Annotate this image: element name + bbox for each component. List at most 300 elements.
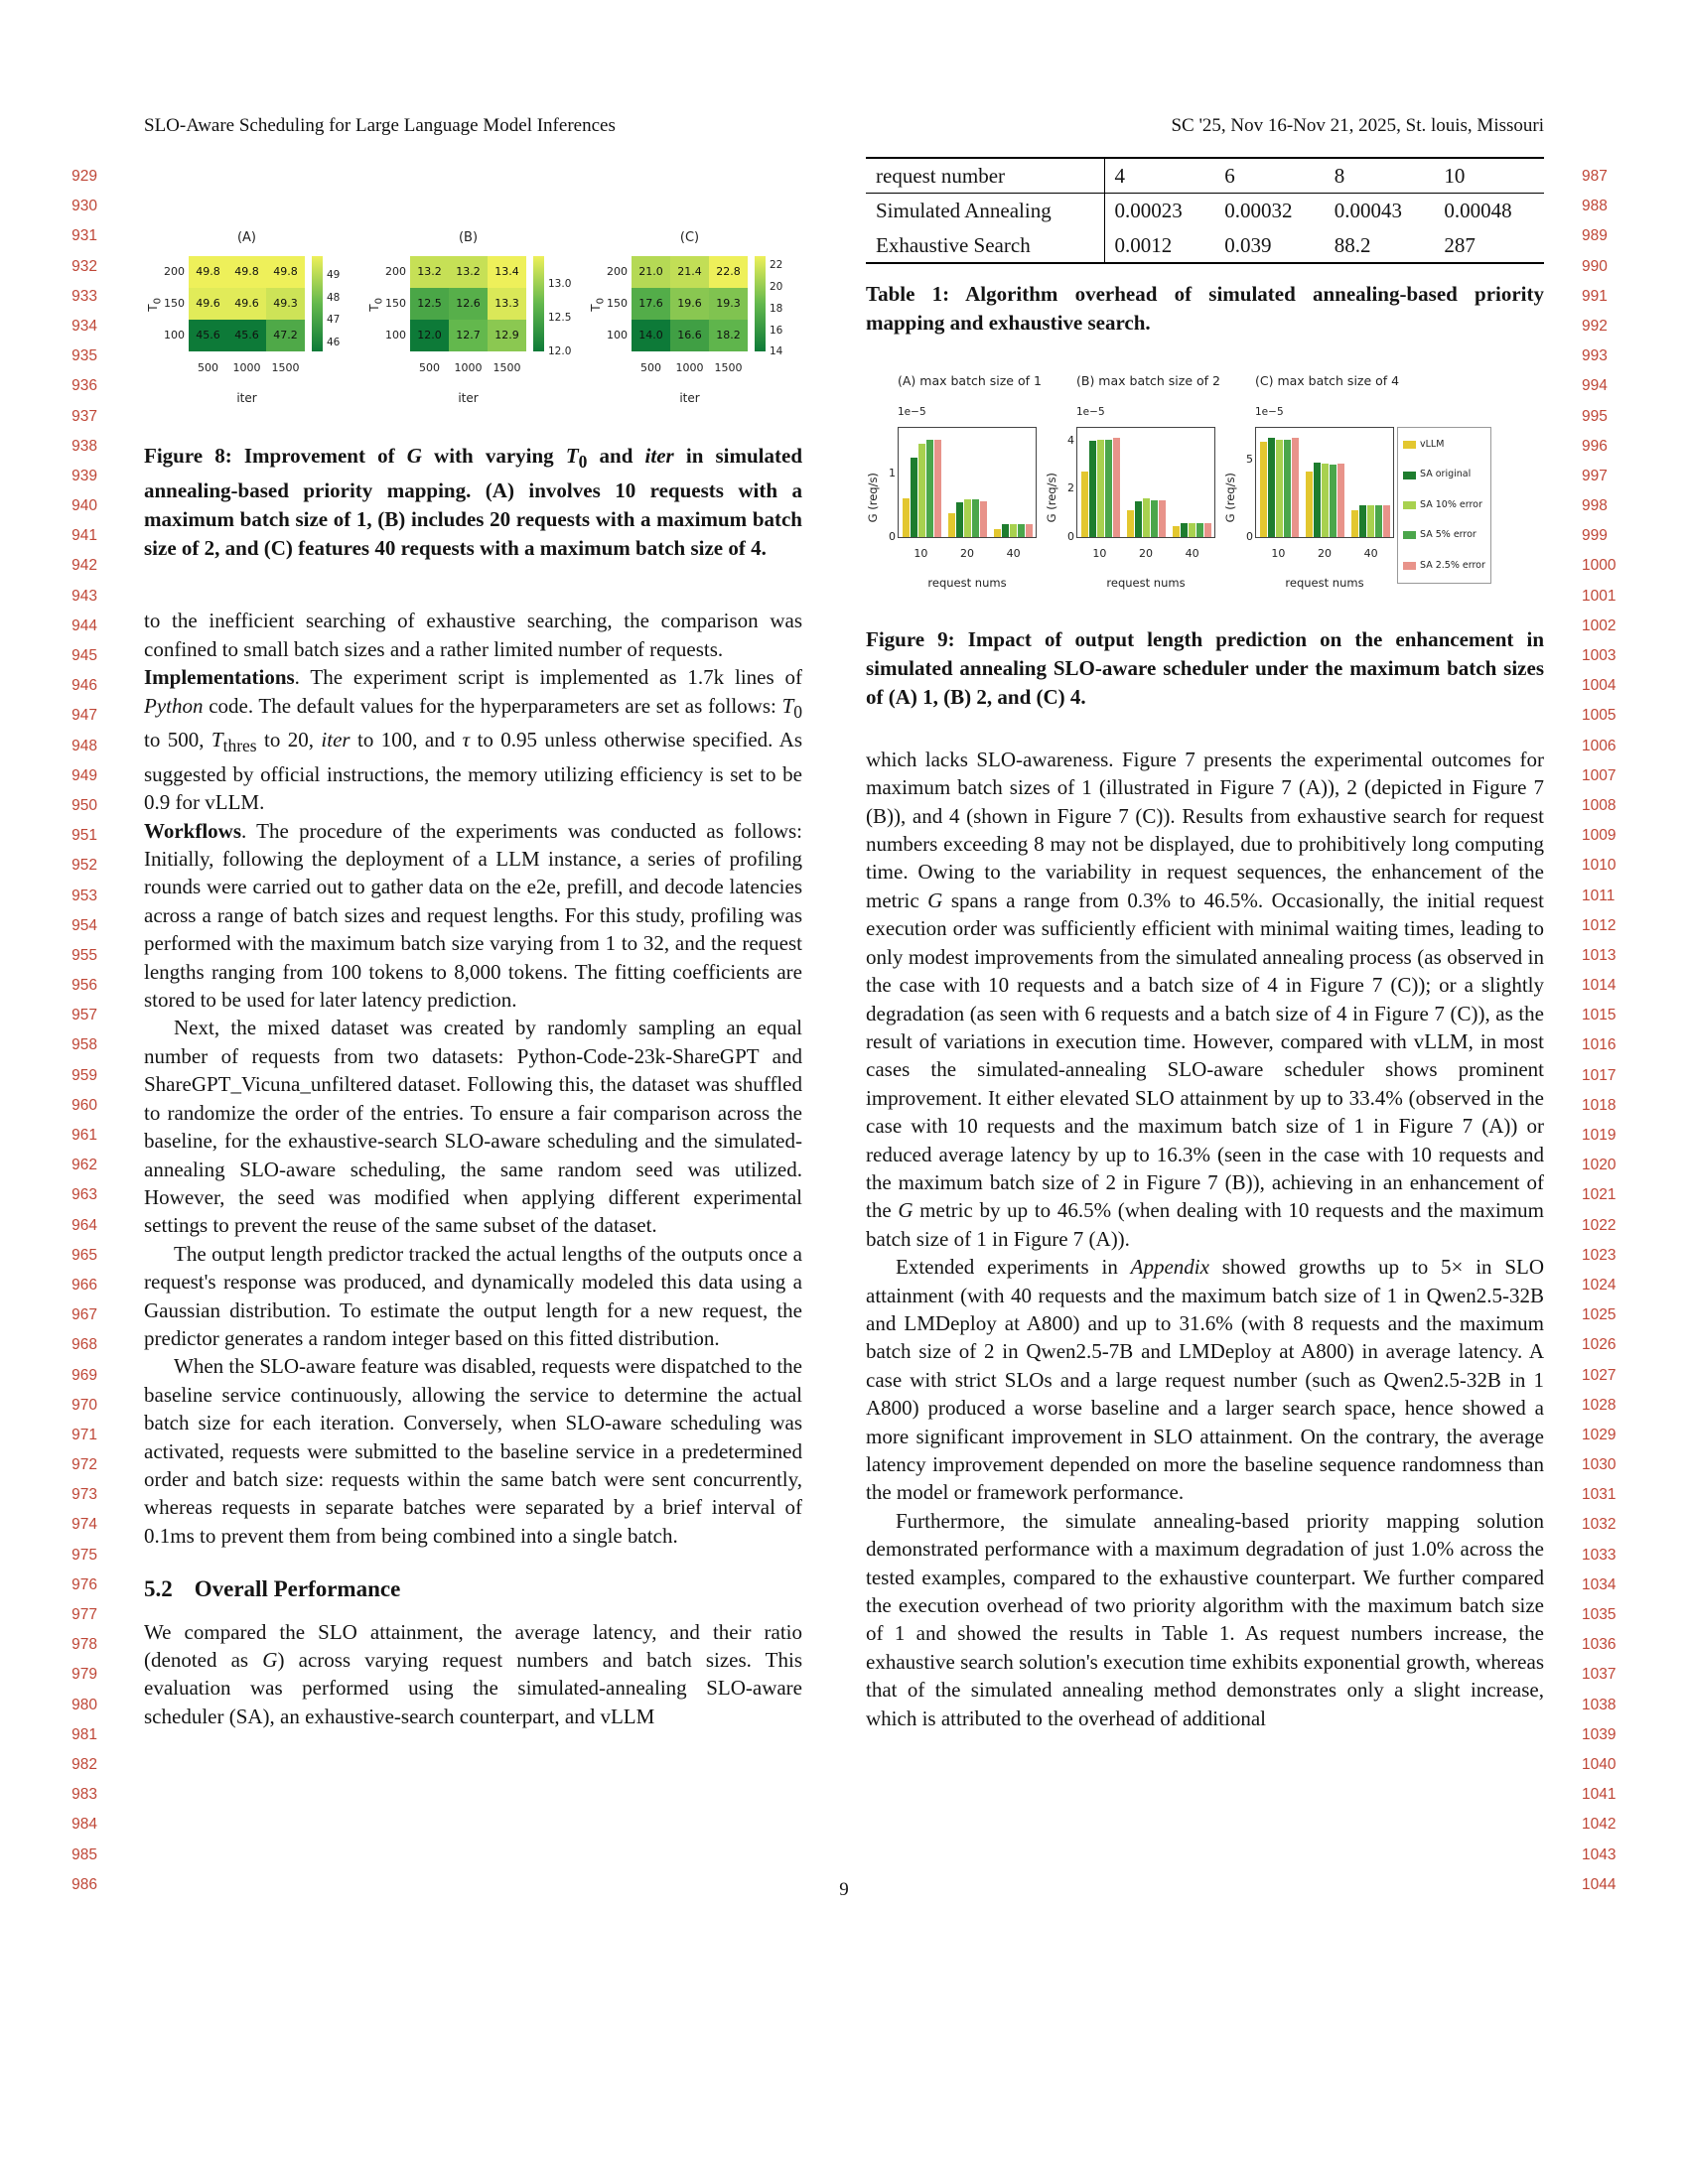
margin-line-number: 944: [71, 616, 97, 634]
barchart-panel: [1222, 367, 1485, 598]
heatmap-cell: 18.2: [709, 320, 748, 351]
chart-legend: [1397, 427, 1491, 584]
bar: [1204, 523, 1211, 537]
heatmap-y-axis-label: $T_0$: [589, 297, 607, 312]
barchart-plot: [1067, 427, 1215, 544]
margin-line-number: 962: [71, 1157, 97, 1174]
barchart-y-tick: 1: [889, 467, 896, 480]
table-cell: 0.00048: [1444, 199, 1512, 223]
heatmap-cell: 12.5: [410, 288, 449, 320]
bar: [1151, 500, 1158, 537]
table-cell: 0.0012: [1114, 232, 1173, 257]
margin-line-number: 943: [71, 587, 97, 605]
margin-line-numbers-left: [50, 162, 97, 1900]
barchart-y-tick: 4: [1067, 433, 1074, 447]
body-paragraph: We compared the SLO attainment, the average latency, and their ratio (denoted as G) across varying request numbers and batch sizes. This evaluation was performed using the simulated-annealing SLO-aware scheduler (SA), an exhaustive-search counterpart, and vLLM: [144, 1619, 803, 1728]
bar: [1314, 463, 1321, 537]
margin-line-number: 933: [71, 287, 97, 305]
bar: [1113, 438, 1120, 537]
bar: [1351, 510, 1358, 538]
axis-scale-label: 1e−5: [898, 405, 926, 418]
bar: [1159, 500, 1166, 537]
bar: [1284, 440, 1291, 538]
margin-line-number: 961: [71, 1127, 97, 1144]
bar: [1173, 526, 1180, 537]
heatmap-x-axis-label: iter: [458, 390, 479, 405]
heatmap-y-axis-label: $T_0$: [367, 297, 385, 312]
margin-line-number: 972: [71, 1456, 97, 1474]
page-number: 9: [839, 1879, 849, 1900]
bar: [934, 440, 941, 537]
bar-group: [994, 428, 1033, 537]
margin-line-number: 988: [1582, 198, 1608, 215]
bar: [1260, 442, 1267, 537]
figure-9-barcharts: [866, 367, 1544, 598]
margin-line-number: 1008: [1582, 796, 1617, 814]
table-cell: 0.00032: [1224, 199, 1293, 223]
running-header-title: SLO-Aware Scheduling for Large Language Model Inferences: [144, 115, 616, 136]
margin-line-number: 1034: [1582, 1575, 1617, 1593]
legend-item: [1403, 552, 1485, 580]
margin-line-number: 936: [71, 377, 97, 395]
heatmap-cell: 19.3: [709, 288, 748, 320]
barchart-x-tick: 10: [914, 547, 928, 561]
bar-group: [1260, 428, 1299, 537]
margin-line-number: 1044: [1582, 1875, 1617, 1893]
bar: [1196, 523, 1203, 537]
heatmap-x-tick: 500: [198, 361, 218, 375]
colorbar-gradient: [755, 256, 766, 351]
margin-line-number: 965: [71, 1246, 97, 1264]
barchart-x-tick: 20: [1317, 547, 1332, 561]
margin-line-number: 954: [71, 916, 97, 934]
margin-line-number: 1030: [1582, 1456, 1617, 1474]
margin-line-number: 1006: [1582, 737, 1617, 754]
bar: [1018, 524, 1025, 537]
heatmap-cell: 17.6: [632, 288, 670, 320]
margin-line-number: 1026: [1582, 1336, 1617, 1354]
margin-line-number: 976: [71, 1575, 97, 1593]
bar: [903, 498, 910, 537]
barchart-x-axis-label: request nums: [927, 576, 1007, 591]
heatmap-colorbar: [312, 256, 354, 351]
margin-line-number: 948: [71, 737, 97, 754]
margin-line-number: 938: [71, 437, 97, 455]
heatmap-panel: [589, 224, 797, 412]
heatmap-x-tick: 1500: [492, 361, 521, 375]
margin-line-number: 982: [71, 1755, 97, 1773]
bar-group: [1173, 428, 1211, 537]
margin-line-number: 957: [71, 1007, 97, 1024]
heatmap-y-tick: 100: [385, 329, 406, 342]
heatmap-cell: 45.6: [189, 320, 227, 351]
margin-line-number: 991: [1582, 287, 1608, 305]
margin-line-number: 979: [71, 1666, 97, 1684]
axis-scale-label: 1e−5: [1255, 405, 1284, 418]
bar: [1189, 523, 1196, 537]
margin-line-number: 1002: [1582, 616, 1617, 634]
heatmap-y-tick: 150: [607, 297, 628, 311]
margin-line-number: 1036: [1582, 1636, 1617, 1654]
margin-line-number: 981: [71, 1725, 97, 1743]
margin-line-number: 929: [71, 168, 97, 185]
table-cell: 0.00023: [1114, 199, 1183, 223]
margin-line-number: 993: [1582, 347, 1608, 365]
margin-line-number: 1027: [1582, 1366, 1617, 1384]
left-column-text-after-heading: [144, 1618, 802, 1731]
heatmap-cell: 49.8: [189, 256, 227, 288]
legend-swatch: [1403, 501, 1416, 509]
section-number: 5.2: [144, 1576, 173, 1602]
figure-8: [144, 224, 802, 563]
bar: [1135, 501, 1142, 537]
margin-line-number: 1005: [1582, 707, 1617, 725]
margin-line-number: 1039: [1582, 1725, 1617, 1743]
heatmap-colorbar: [755, 256, 797, 358]
margin-line-number: 968: [71, 1336, 97, 1354]
bar: [1127, 510, 1134, 538]
bar: [964, 499, 971, 537]
figure-9: [866, 367, 1544, 598]
table-header-cell: 4: [1114, 164, 1125, 188]
margin-line-number: 1023: [1582, 1246, 1617, 1264]
heatmap-x-tick: 500: [419, 361, 440, 375]
margin-line-number: 996: [1582, 437, 1608, 455]
barchart-x-tick: 20: [1138, 547, 1153, 561]
margin-line-number: 1001: [1582, 587, 1617, 605]
margin-line-number: 1019: [1582, 1127, 1617, 1144]
left-column: [144, 157, 802, 1730]
margin-line-number: 942: [71, 557, 97, 575]
margin-line-number: 983: [71, 1786, 97, 1804]
heatmap-cell: 12.9: [488, 320, 526, 351]
bar: [1143, 498, 1150, 537]
margin-line-number: 975: [71, 1546, 97, 1564]
table-header-cell: 10: [1444, 164, 1466, 188]
barchart-title: (C) max batch size of 4: [1255, 373, 1400, 389]
margin-line-number: 1013: [1582, 946, 1617, 964]
margin-line-number: 951: [71, 827, 97, 845]
colorbar-tick: 49: [327, 268, 341, 281]
bar: [1322, 464, 1329, 537]
body-paragraph: When the SLO-aware feature was disabled, requests were dispatched to the baseline service continuously, allowing the service to determine the actual batch size for each iteration. Conversely, when SLO-aware scheduling was activated, requests were submitted to the baseline service in a predetermined order and batch size: requests within the same batch were sent concurrently, whereas requests in separate batches were separated by a brief interval of 0.1ms to prevent them from being combined into a single batch.: [144, 1354, 802, 1548]
bar: [1383, 505, 1390, 537]
margin-line-number: 1003: [1582, 647, 1617, 664]
margin-line-number: 953: [71, 887, 97, 904]
margin-line-number: 955: [71, 946, 97, 964]
margin-line-number: 992: [1582, 317, 1608, 335]
margin-line-number: 950: [71, 796, 97, 814]
bar: [1375, 505, 1382, 537]
barchart-panel: [865, 367, 1042, 598]
body-paragraph: Furthermore, the simulate annealing-based priority mapping solution demonstrated performance with a maximum degradation of just 1.0% across the tested examples, compared to the exhaustive counterpart. We further compared the execution overhead of two priority algorithm with the maximum batch size of 1 and showed the results in Table 1. As request numbers increase, the exhaustive search solution's execution time exhibits exponential growth, whereas that of the simulated annealing method demonstrates only a slight increase, which is attributed to the overhead of additional: [866, 1508, 1544, 1730]
barchart-y-tick: 0: [1067, 530, 1074, 544]
margin-line-number: 1035: [1582, 1606, 1617, 1623]
margin-line-number: 1038: [1582, 1696, 1617, 1713]
heatmap-y-axis-label: $T_0$: [146, 297, 164, 312]
bar: [1081, 472, 1088, 537]
heatmap-cell: 19.6: [670, 288, 709, 320]
heatmap-cell: 13.2: [449, 256, 488, 288]
margin-line-number: 967: [71, 1306, 97, 1324]
margin-line-number: 969: [71, 1366, 97, 1384]
table-cell: 88.2: [1334, 232, 1371, 257]
heatmap-cell: 13.2: [410, 256, 449, 288]
margin-line-number: 935: [71, 347, 97, 365]
running-header: [144, 115, 1544, 137]
heatmap-cell: 49.3: [266, 288, 305, 320]
barchart-x-tick: 40: [1006, 547, 1021, 561]
bar: [980, 501, 987, 537]
margin-line-number: 1040: [1582, 1755, 1617, 1773]
bar: [948, 513, 955, 537]
section-title: Overall Performance: [194, 1576, 401, 1602]
bar: [994, 529, 1001, 537]
margin-line-number: 973: [71, 1486, 97, 1504]
margin-line-number: 1014: [1582, 977, 1617, 995]
margin-line-number: 949: [71, 766, 97, 784]
bar-group: [1127, 428, 1166, 537]
left-column-text: [144, 607, 802, 1550]
bar: [1337, 464, 1344, 537]
heatmap-x-tick: 1500: [271, 361, 300, 375]
heatmap-x-tick: 1500: [714, 361, 743, 375]
barchart-x-axis-label: request nums: [1285, 576, 1364, 591]
heatmap-y-tick: 100: [607, 329, 628, 342]
margin-line-number: 1016: [1582, 1036, 1617, 1054]
margin-line-number: 964: [71, 1216, 97, 1234]
barchart-y-axis-label: G (req/s): [1044, 473, 1058, 523]
margin-line-number: 974: [71, 1516, 97, 1534]
body-paragraph: which lacks SLO-awareness. Figure 7 presents the experimental outcomes for maximum batch sizes of 1 (illustrated in Figure 7 (A)), 2 (depicted in Figure 7 (B)), and 4 (shown in Figure 7 (C)). Results from exhaustive search for request numbers exceeding 8 may not be displayed, due to prohibitively long computing time. Owing to the variability in request sequences, the enhancement of the metric G spans a range from 0.3% to 46.5%. Occasionally, the initial request execution order was sufficiently efficient with minimal waiting times, leading to only modest improvements from the simulated annealing process (as observed in the case with 10 requests and a batch size of 4 in Figure 7 (C)); or a slightly degradation (as seen with 6 requests and a batch size of 4 in Figure 7 (C)), as the result of variations in execution time. However, compared with vLLM, in most cases the simulated-annealing SLO-aware scheduler shows prominent improvement. It either elevated SLO attainment by up to 33.4% (observed in the case with 10 requests and the maximum batch size of 1 in Figure 7 (A)) or reduced average latency by up to 16.3% (seen in the case with 10 requests and the maximum batch size of 2 in Figure 7 (B)), achieving in an enhancement of the G metric by up to 46.5% (when dealing with 10 requests and the maximum batch size of 1 in Figure 7 (A)).: [866, 747, 1544, 1251]
margin-line-number: 959: [71, 1066, 97, 1084]
colorbar-tick: 46: [327, 337, 341, 349]
heatmap-x-tick: 1000: [232, 361, 261, 375]
legend-swatch: [1403, 531, 1416, 539]
margin-line-number: 971: [71, 1426, 97, 1443]
legend-item: [1403, 491, 1485, 519]
table-header-row: [866, 158, 1544, 194]
heatmap-grid: [189, 256, 305, 351]
table-cell: 287: [1444, 232, 1476, 257]
margin-line-number: 995: [1582, 407, 1608, 425]
colorbar-tick: 47: [327, 314, 341, 327]
margin-line-number: 1037: [1582, 1666, 1617, 1684]
barchart-x-tick: 40: [1363, 547, 1378, 561]
heatmap-y-tick: 200: [385, 265, 406, 279]
table-1: [866, 157, 1544, 264]
barchart-plot: [889, 427, 1037, 544]
heatmap-x-tick: 500: [640, 361, 661, 375]
colorbar-tick: 16: [770, 324, 783, 337]
margin-line-number: 1012: [1582, 916, 1617, 934]
heatmap-cell: 45.6: [227, 320, 266, 351]
margin-line-number: 1031: [1582, 1486, 1617, 1504]
table-cell: Exhaustive Search: [866, 228, 1104, 263]
barchart-x-tick: 40: [1185, 547, 1199, 561]
margin-line-number: 960: [71, 1096, 97, 1114]
barchart-y-tick: 2: [1067, 481, 1074, 495]
heatmap-cell: 12.0: [410, 320, 449, 351]
bar: [926, 440, 933, 537]
body-paragraph: Implementations. The experiment script is implemented as 1.7k lines of Python code. The default values for the hyperparameters are set as follows: $T_0$ to 500, $T_{thres}$ to 20, iter to 100, and τ to 0.95 unless otherwise specified. As suggested by official instructions, the memory utilizing efficiency is set to be 0.9 for vLLM.: [144, 665, 802, 815]
margin-line-number: 952: [71, 857, 97, 875]
heatmap-grid: [632, 256, 748, 351]
barchart-panel: [1044, 367, 1220, 598]
heatmap-panel-title: (B): [458, 230, 479, 245]
margin-line-number: 1007: [1582, 766, 1617, 784]
bar: [918, 444, 925, 537]
heatmap-panel: [367, 224, 576, 412]
bar: [1268, 438, 1275, 537]
barchart-title: (B) max batch size of 2: [1076, 373, 1220, 389]
heatmap-cell: 12.6: [449, 288, 488, 320]
colorbar-tick: 18: [770, 302, 783, 315]
bar: [1026, 524, 1033, 537]
barchart-x-tick: 20: [959, 547, 974, 561]
bar: [1105, 440, 1112, 537]
table-cell: Simulated Annealing: [866, 194, 1104, 228]
margin-line-number: 966: [71, 1276, 97, 1294]
bar: [1097, 440, 1104, 537]
heatmap-y-tick: 200: [607, 265, 628, 279]
margin-line-number: 1018: [1582, 1096, 1617, 1114]
bar: [1330, 465, 1336, 537]
table-header-cell: request number: [866, 158, 1104, 194]
margin-line-number: 970: [71, 1396, 97, 1414]
table-cell: 0.039: [1224, 232, 1272, 257]
margin-line-number: 1041: [1582, 1786, 1617, 1804]
colorbar-tick: 12.0: [548, 345, 572, 358]
margin-line-number: 985: [71, 1845, 97, 1863]
heatmap-panel-title: (C): [679, 230, 700, 245]
margin-line-number: 984: [71, 1816, 97, 1834]
margin-line-number: 1015: [1582, 1007, 1617, 1024]
colorbar-gradient: [312, 256, 323, 351]
table-cell: 0.00043: [1334, 199, 1403, 223]
colorbar-tick: 14: [770, 345, 783, 358]
heatmap-cell: 12.7: [449, 320, 488, 351]
heatmap-x-tick: 1000: [454, 361, 483, 375]
heatmap-panel-title: (A): [236, 230, 257, 245]
legend-label: vLLM: [1420, 439, 1445, 451]
margin-line-numbers-right: [1582, 162, 1641, 1900]
margin-line-number: 1017: [1582, 1066, 1617, 1084]
margin-line-number: 1004: [1582, 677, 1617, 695]
margin-line-number: 1010: [1582, 857, 1617, 875]
bar: [1306, 472, 1313, 537]
figure-8-caption: Figure 8: Improvement of G with varying $T_0$ and iter in simulated annealing-based priority mapping. (A) involves 10 requests with a maximum batch size of 1, (B) includes 20 requests with a maximum batch size of 2, and (C) features 40 requests with a maximum batch size of 4.: [144, 444, 803, 561]
margin-line-number: 939: [71, 467, 97, 484]
margin-line-number: 958: [71, 1036, 97, 1054]
bar-group: [903, 428, 941, 537]
heatmap-cell: 22.8: [709, 256, 748, 288]
heatmap-grid: [410, 256, 526, 351]
right-column-text: [866, 746, 1544, 1732]
margin-line-number: 1033: [1582, 1546, 1617, 1564]
legend-label: SA 10% error: [1420, 498, 1482, 510]
legend-label: SA original: [1420, 469, 1472, 480]
margin-line-number: 945: [71, 647, 97, 664]
legend-label: SA 2.5% error: [1420, 559, 1485, 571]
margin-line-number: 932: [71, 257, 97, 275]
margin-line-number: 980: [71, 1696, 97, 1713]
colorbar-gradient: [533, 256, 544, 351]
heatmap-cell: 21.4: [670, 256, 709, 288]
table-row: [866, 228, 1544, 263]
margin-line-number: 1021: [1582, 1186, 1617, 1204]
barchart-y-tick: 5: [1246, 453, 1253, 467]
legend-item: [1403, 521, 1485, 549]
body-paragraph: The output length predictor tracked the actual lengths of the outputs once a request's response was produced, and dynamically modeled this data using a Gaussian distribution. To estimate the output length for a new request, the predictor generates a random integer based on this fitted distribution.: [144, 1241, 802, 1350]
bar: [1276, 440, 1283, 538]
colorbar-tick: 13.0: [548, 277, 572, 290]
margin-line-number: 997: [1582, 467, 1608, 484]
legend-label: SA 5% error: [1420, 529, 1477, 541]
margin-line-number: 930: [71, 198, 97, 215]
heatmap-cell: 49.6: [189, 288, 227, 320]
bar: [1292, 438, 1299, 537]
heatmap-cell: 47.2: [266, 320, 305, 351]
bar: [1010, 524, 1017, 537]
margin-line-number: 947: [71, 707, 97, 725]
margin-line-number: 986: [71, 1875, 97, 1893]
margin-line-number: 941: [71, 527, 97, 545]
bar: [911, 458, 917, 537]
heatmap-cell: 14.0: [632, 320, 670, 351]
margin-line-number: 990: [1582, 257, 1608, 275]
heatmap-colorbar: [533, 256, 576, 358]
margin-line-number: 1025: [1582, 1306, 1617, 1324]
table-header-cell: 6: [1224, 164, 1235, 188]
heatmap-y-tick: 150: [385, 297, 406, 311]
bar-group: [1081, 428, 1120, 537]
figure-8-heatmaps: [144, 224, 802, 412]
margin-line-number: 987: [1582, 168, 1608, 185]
barchart-x-axis-label: request nums: [1106, 576, 1186, 591]
bar: [1002, 524, 1009, 537]
legend-item: [1403, 461, 1485, 488]
margin-line-number: 998: [1582, 497, 1608, 515]
margin-line-number: 940: [71, 497, 97, 515]
margin-line-number: 934: [71, 317, 97, 335]
table-row: [866, 194, 1544, 228]
heatmap-y-tick: 150: [164, 297, 185, 311]
legend-item: [1403, 431, 1485, 459]
heatmap-cell: 13.4: [488, 256, 526, 288]
bar: [1181, 523, 1188, 537]
body-paragraph: to the inefficient searching of exhaustive searching, the comparison was confined to small batch sizes and a rather limited number of requests.: [144, 609, 802, 661]
margin-line-number: 963: [71, 1186, 97, 1204]
bar-group: [948, 428, 987, 537]
heatmap-panel: [146, 224, 354, 412]
bar-group: [1306, 428, 1344, 537]
legend-swatch: [1403, 472, 1416, 479]
margin-line-number: 1022: [1582, 1216, 1617, 1234]
margin-line-number: 1042: [1582, 1816, 1617, 1834]
right-column: [866, 157, 1544, 1732]
margin-line-number: 1009: [1582, 827, 1617, 845]
bar-group: [1351, 428, 1390, 537]
heatmap-cell: 49.8: [266, 256, 305, 288]
margin-line-number: 1020: [1582, 1157, 1617, 1174]
margin-line-number: 989: [1582, 227, 1608, 245]
barchart-title: (A) max batch size of 1: [898, 373, 1042, 389]
colorbar-tick: 22: [770, 259, 783, 272]
margin-line-number: 931: [71, 227, 97, 245]
margin-line-number: 978: [71, 1636, 97, 1654]
margin-line-number: 1024: [1582, 1276, 1617, 1294]
